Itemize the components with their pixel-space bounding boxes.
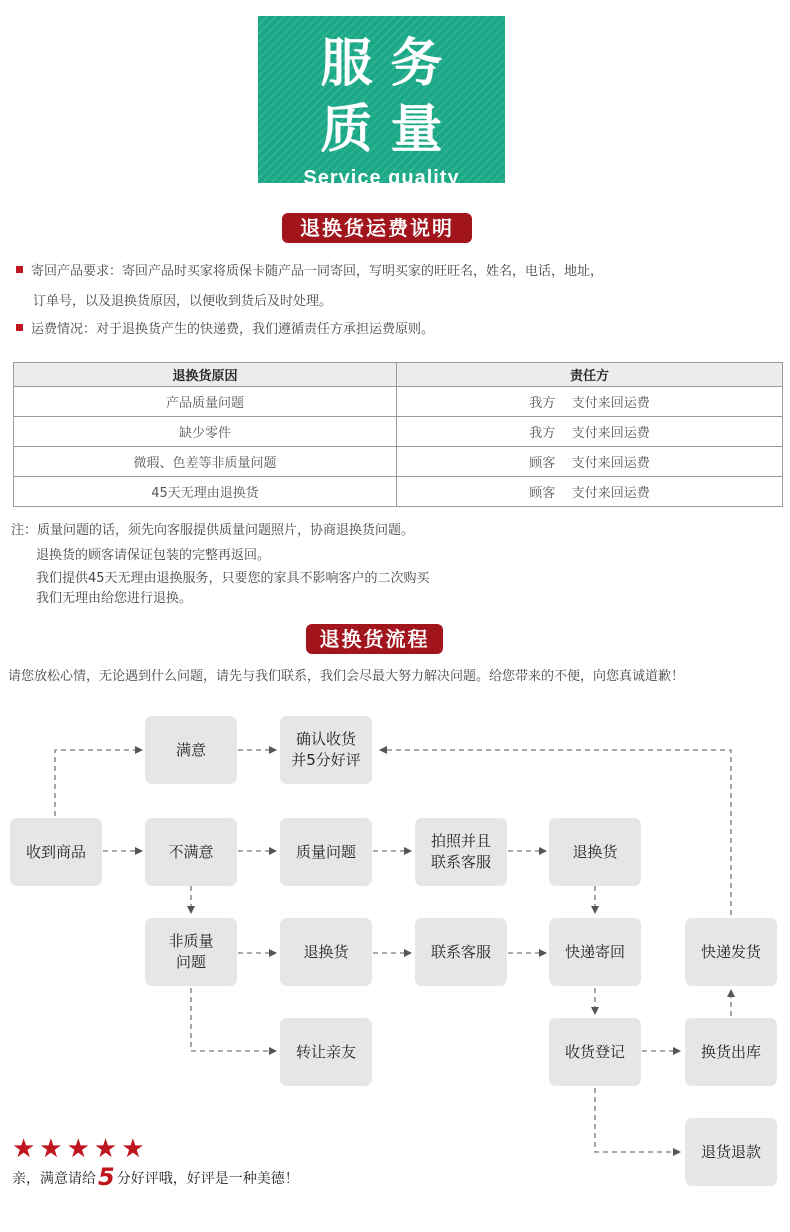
party-name: 我方: [529, 396, 556, 411]
flow-box-satisfied: 满意: [145, 716, 237, 784]
praise-before: 亲，满意请给: [12, 1171, 96, 1187]
table-header-reason: 退换货原因: [14, 363, 397, 387]
party-cost: 支付来回运费: [571, 426, 650, 441]
party-cost: 支付来回运费: [571, 456, 650, 471]
five-star-icon: ★★★★★: [12, 1134, 149, 1164]
flow-box-express-back: 快递寄回: [549, 918, 641, 986]
arrow-register-to-refund: [595, 1088, 680, 1152]
table-cell-reason: 微瑕、色差等非质量问题: [14, 447, 397, 477]
note-line: 我们提供45天无理由退换服务，只要您的家具不影响客户的二次购买: [36, 571, 430, 586]
note-line: 注：质量问题的话，须先向客服提供质量问题照片，协商退换货问题。: [11, 523, 415, 538]
flow-box-confirm-receipt: 确认收货 并5分好评: [280, 716, 372, 784]
praise-after: 分好评哦，好评是一种美德！: [116, 1171, 299, 1187]
praise-number: 5: [98, 1163, 115, 1191]
table-cell-reason: 产品质量问题: [14, 387, 397, 417]
table-cell-reason: 缺少零件: [14, 417, 397, 447]
flow-box-receive-goods: 收到商品: [10, 818, 102, 886]
party-name: 我方: [529, 426, 556, 441]
banner-line-1: 服务: [320, 34, 461, 94]
table-header-party: 责任方: [397, 363, 783, 387]
party-cost: 支付来回运费: [571, 486, 650, 501]
flow-box-contact-service: 联系客服: [415, 918, 507, 986]
bullet-text: 订单号，以及退换货原因，以便收到货后及时处理。: [33, 294, 333, 309]
flow-section-title: 退换货流程: [306, 624, 443, 654]
table-cell-reason: 45天无理由退换货: [14, 477, 397, 507]
bullet-text: 寄回产品要求：寄回产品时买家将质保卡随产品一同寄回，写明买家的旺旺名，姓名，电话，地址，: [31, 264, 604, 279]
party-name: 顾客: [529, 486, 556, 501]
flow-box-receipt-register: 收货登记: [549, 1018, 641, 1086]
praise-text: [12, 1163, 299, 1191]
flow-box-out-of-stock: 换货出库: [685, 1018, 777, 1086]
flow-box-refund: 退货退款: [685, 1118, 777, 1186]
banner-line-2: 质量: [320, 100, 461, 160]
party-cost: 支付来回运费: [571, 396, 650, 411]
note-line: 我们无理由给您进行退换。: [36, 591, 193, 606]
flow-box-transfer-friends: 转让亲友: [280, 1018, 372, 1086]
flow-box-express-send: 快递发货: [685, 918, 777, 986]
flow-box-quality-issue: 质量问题: [280, 818, 372, 886]
flow-box-photo-contact: 拍照并且 联系客服: [415, 818, 507, 886]
flow-intro-text: 请您放松心情，无论遇到什么问题，请先与我们联系，我们会尽最大努力解决问题。给您带来的不便，向您真诚道歉！: [8, 669, 685, 684]
flow-box-non-quality: 非质量 问题: [145, 918, 237, 986]
flow-box-exchange: 退换货: [549, 818, 641, 886]
banner-line-3: Service quality: [303, 167, 460, 189]
bullet-text: 运费情况：对于退换货产生的快递费，我们遵循责任方承担运费原则。: [31, 322, 435, 337]
fee-section-title: 退换货运费说明: [282, 213, 472, 243]
party-name: 顾客: [529, 456, 556, 471]
arrow-nonquality-to-transfer: [191, 988, 276, 1051]
flow-box-unsatisfied: 不满意: [145, 818, 237, 886]
arrow-receive-to-satisfied: [55, 750, 142, 816]
note-line: 退换货的顾客请保证包装的完整再返回。: [36, 548, 271, 563]
flow-box-exchange-2: 退换货: [280, 918, 372, 986]
